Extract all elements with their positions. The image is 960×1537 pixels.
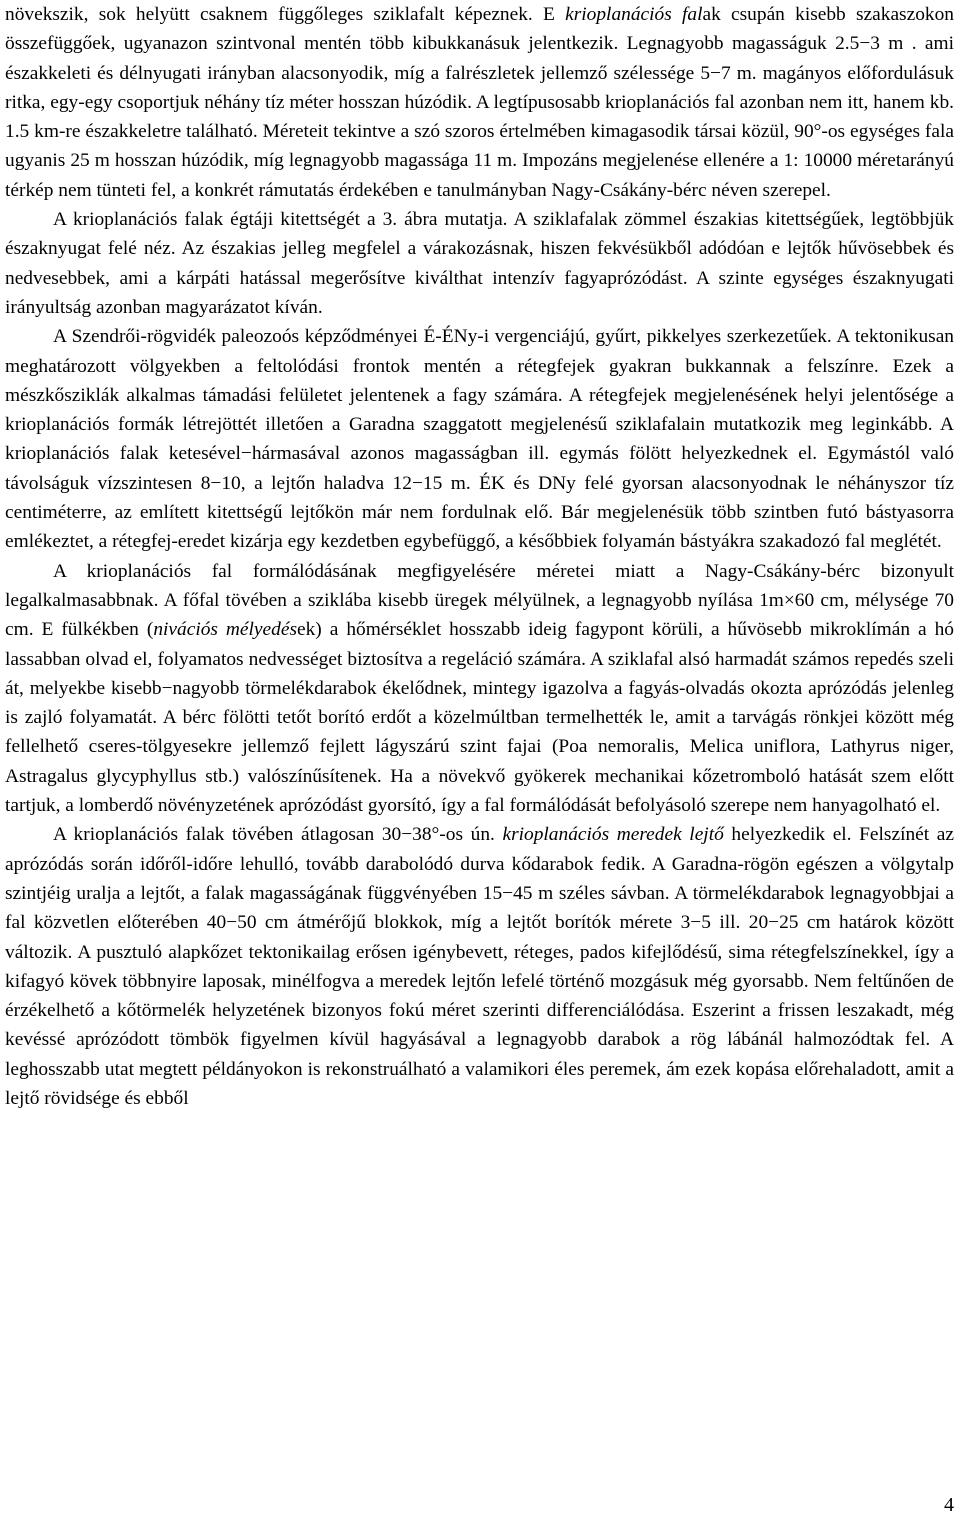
italic-term: krioplanációs fal: [565, 4, 703, 25]
text-run: A krioplanációs fal formálódásának megfigyelésére méretei miatt a Nagy-Csákány-bérc bizonyult legalkalmasabbnak. A főfal tövében a sziklába kisebb üregek mélyülnek, a legnagyobb nyílása 1m×60 cm, mélysége 70 cm. E fülkékben (: [5, 560, 954, 641]
text-run: A Szendrői-rögvidék paleozoós képződményei É-ÉNy-i vergenciájú, gyűrt, pikkelyes szerkezetűek. A tektonikusan meghatározott völgyekben a feltolódási frontok mentén a rétegfejek gyakran bukkannak a felszínre. Ezek a mészkősziklák alkalmas támadási felületet jelentenek a fagy számára. A rétegfejek megjelenésének helyi jelentősége a krioplanációs formák létrejöttét illetően a Garadna szaggatott megjelenésű sziklafalain mutatkozik meg leginkább. A krioplanációs falak ketesével−hármasával azonos magasságban ill. egymás fölött helyezkednek el. Egymástól való távolságuk vízszintesen 8−10, a lejtőn haladva 12−15 m. ÉK és DNy felé gyorsan alacsonyodnak le néhányszor tíz centiméterre, az említett kitettségű lejtőkön már nem fordulnak elő. Bár megjelenésük több szintben futó bástyasorra emlékeztet, a rétegfej-eredet kizárja egy kezdetben egybefüggő, a későbbiek folyamán bástyákra szakadozó fal meglétét.: [5, 326, 954, 553]
italic-term: krioplanációs meredek lejtő: [502, 824, 724, 846]
paragraph-p5: [5, 820, 954, 1113]
page-number: 4: [944, 1494, 954, 1516]
text-run: ek) a hőmérséklet hosszabb ideig fagypont körüli, a hűvösebb mikroklímán a hó lassabban olvad el, folyamatos nedvességet biztosítva a regeláció számára. A sziklafal alsó harmadát számos repedés szeli át, melyekbe kisebb−nagyobb törmelékdarabok ékelődnek, mintegy igazolva a fagyás-olvadás okozta aprózódás jelenleg is zajló folyamatát. A bérc fölötti tetőt borító erdőt a közelmúltban termelhették le, amit a tarvágás rönkjei között még fellelhető cseres-tölgyesekre jellemző fejlett lágyszárú szint fajai (Poa nemoralis, Melica uniflora, Lathyrus niger, Astragalus glycyphyllus stb.) valószínűsítenek. Ha a növekvő gyökerek mechanikai kőzetromboló hatását szem előtt tartjuk, a lomberdő növényzetének aprózódást gyorsító, így a fal formálódását befolyásoló szerepe nem hanyagolható el.: [5, 619, 954, 817]
text-run: növekszik, sok helyütt csaknem függőleges sziklafalt képeznek. E: [5, 4, 566, 25]
document-page: [5, 0, 954, 1113]
text-run: A krioplanációs falak tövében átlagosan 30−38°-os ún.: [53, 824, 503, 846]
text-run: ak csupán kisebb szakaszokon összefüggőek, ugyanazon szintvonal mentén több kibukkanásuk jelentkezik. Legnagyobb magasságuk 2.5−3 m . ami északkeleti és délnyugati irányban alacsonyodik, míg a falrészletek jellemző szélessége 5−7 m. magányos előfordulásuk ritka, egy-egy csoportjuk néhány tíz méter hosszan húzódik. A legtípusosabb krioplanációs fal azonban nem itt, hanem kb. 1.5 km-re északkeletre található. Méreteit tekintve a szó szoros értelmében kimagasodik társai közül, 90°-os egységes fala ugyanis 25 m hosszan húzódik, míg legnagyobb magassága 11 m. Impozáns megjelenése ellenére a 1: 10000 méretarányú térkép nem tünteti fel, a konkrét rámutatás érdekében e tanulmányban Nagy-Csákány-bérc néven szerepel.: [5, 4, 954, 201]
text-run: A krioplanációs falak égtáji kitettségét a 3. ábra mutatja. A sziklafalak zömmel északias kitettségűek, legtöbbjük északnyugat felé néz. Az északias jelleg megfelel a várakozásnak, hiszen fekvésükből adódóan e lejtők hűvösebbek és nedvesebbek, ami a kárpáti hatással megerősítve kiválthat intenzív fagyaprózódást. A szinte egységes északnyugati irányultság azonban magyarázatot kíván.: [5, 209, 954, 318]
italic-term: nivációs mélyedés: [153, 619, 297, 641]
text-run: helyezkedik el. Felszínét az aprózódás során időről-időre lehulló, tovább darabolódó durva kődarabok fedik. A Garadna-rögön egészen a völgytalp szintjéig uralja a lejtőt, a falak magasságának függvényében 15−45 m széles sávban. A törmelékdarabok legnagyobbjai a fal közvetlen előterében 40−50 cm átmérőjű blokkok, míg a lejtőt borítók mérete 3−5 ill. 20−25 cm határok között változik. A pusztuló alapkőzet tektonikailag erősen igénybevett, réteges, pados kifejlődésű, sima rétegfelszínekkel, így a kifagyó kövek többnyire laposak, minélfogva a meredek lejtőn lefelé történő mozgásuk még gyorsabb. Nem feltűnően de érzékelhető a kőtörmelék helyzetének bizonyos fokú méret szerinti differenciálódása. Eszerint a frissen leszakadt, még kevéssé aprózódott tömbök figyelmen kívül hagyásával a legnagyobb darabok a rög lábánál halmozódtak fel. A leghosszabb utat megtett példányokon is rekonstruálható a valamikori éles peremek, ám ezek kopása előrehaladott, amit a lejtő rövidsége és ebből: [5, 824, 954, 1109]
paragraph-p2: [5, 205, 954, 322]
paragraph-p3: [5, 322, 954, 556]
paragraph-p4: [5, 557, 954, 821]
paragraph-p1: [5, 0, 954, 205]
